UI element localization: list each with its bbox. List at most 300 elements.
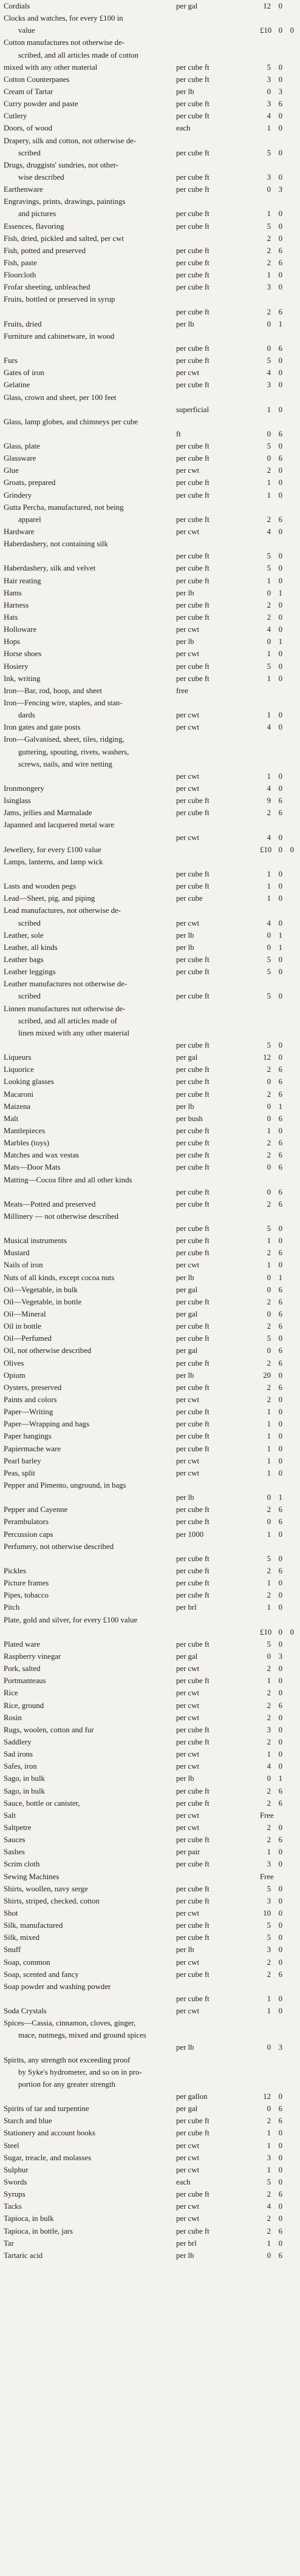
- tariff-row: [0, 428, 300, 440]
- tariff-unit: per cube ft: [176, 882, 210, 891]
- tariff-item: Oil—Vegetable, in bottle: [4, 1297, 82, 1306]
- tariff-item: Spirits, any strength not exceeding proof: [4, 2055, 131, 2064]
- tariff-row: [0, 1369, 300, 1381]
- rate-shillings: 0: [278, 1994, 282, 2003]
- tariff-unit: per cube ft: [176, 613, 210, 622]
- tariff-unit: per cube ft: [176, 955, 210, 964]
- tariff-row: [0, 12, 300, 24]
- tariff-item: Leather, all kinds: [4, 943, 58, 952]
- tariff-row: [0, 1650, 300, 1663]
- tariff-row: [0, 1919, 300, 1931]
- rate-shillings: 0: [278, 1334, 282, 1343]
- tariff-unit: per lb: [176, 930, 194, 940]
- rate-shillings: 0: [278, 1432, 282, 1441]
- rate-major: 1: [267, 124, 271, 133]
- rate-major: 0: [267, 930, 271, 940]
- tariff-item: Oil—Perfumed: [4, 1334, 52, 1343]
- rate-shillings: 0: [278, 1933, 282, 1942]
- rate-shillings: 0: [278, 600, 282, 609]
- rate-shillings: 6: [278, 307, 282, 316]
- tariff-row: [0, 832, 300, 844]
- tariff-row: [0, 1785, 300, 1797]
- tariff-unit: per cube ft: [176, 662, 210, 671]
- rate-major: 2: [267, 1297, 271, 1306]
- tariff-unit: per cube ft: [176, 1126, 210, 1135]
- rate-major: 0: [267, 1163, 271, 1172]
- tariff-item: Mantlepieces: [4, 1126, 46, 1135]
- rate-major: 1: [267, 649, 271, 659]
- tariff-unit: per cube ft: [176, 356, 210, 365]
- rate-shillings: 0: [278, 112, 282, 121]
- rate-shillings: 6: [278, 1090, 282, 1099]
- tariff-item: Rugs, woolen, cotton and fur: [4, 1725, 94, 1734]
- tariff-row: [0, 1406, 300, 1418]
- tariff-row: [0, 1113, 300, 1125]
- rate-shillings: 0: [278, 894, 282, 903]
- rate-shillings: 0: [278, 172, 282, 181]
- tariff-row: [0, 2090, 300, 2103]
- tariff-row: [0, 1528, 300, 1541]
- tariff-item: Soap, scented and fancy: [4, 1970, 79, 1979]
- rate-shillings: 0: [278, 918, 282, 927]
- rate-shillings: 3: [278, 1652, 282, 1661]
- tariff-row: [0, 147, 300, 159]
- rate-major: 1: [267, 1408, 271, 1417]
- tariff-unit: per cube ft: [176, 258, 210, 267]
- tariff-item: Horse shoes: [4, 649, 42, 659]
- tariff-row: [0, 929, 300, 941]
- tariff-item: Rice, ground: [4, 1701, 44, 1710]
- tariff-row: [0, 660, 300, 673]
- tariff-item: Lead—Sheet, pig, and piping: [4, 894, 95, 903]
- rate-major: 5: [267, 1224, 271, 1233]
- rate-shillings: 0: [278, 649, 282, 659]
- tariff-row: [0, 2054, 300, 2066]
- tariff-unit: per cube ft: [176, 478, 210, 487]
- tariff-row: [0, 2041, 300, 2053]
- tariff-item: Glassware: [4, 454, 36, 463]
- tariff-unit: per cwt: [176, 1664, 200, 1673]
- tariff-item: wise described: [18, 172, 64, 181]
- tariff-row: [0, 2005, 300, 2017]
- tariff-item: Peas, split: [4, 1468, 35, 1477]
- tariff-unit: per cwt: [176, 1811, 200, 1820]
- tariff-item: Essences, flavoring: [4, 222, 64, 231]
- tariff-item: Harness: [4, 600, 29, 609]
- rate-major: 4: [267, 833, 271, 842]
- tariff-unit: per cwt: [176, 368, 200, 378]
- tariff-item: Perfumery, not otherwise described: [4, 1542, 114, 1551]
- rate-shillings: 0: [278, 1762, 282, 1771]
- rate-shillings: 6: [278, 2190, 282, 2199]
- rate-major: 2: [267, 1835, 271, 1845]
- tariff-unit: per lb: [176, 2251, 194, 2260]
- rate-major: 2: [267, 1823, 271, 1832]
- rate-major: 0: [267, 454, 271, 463]
- rate-shillings: 6: [278, 1077, 282, 1086]
- rate-major: 5: [267, 662, 271, 671]
- tariff-unit: per cube ft: [176, 307, 210, 316]
- tariff-row: [0, 941, 300, 954]
- rate-major: 2: [267, 1358, 271, 1368]
- rate-major: Free: [260, 1872, 274, 1881]
- rate-major: 1: [267, 1530, 271, 1539]
- tariff-item: Spices—Cassia, cinnamon, cloves, ginger,: [4, 2019, 136, 2028]
- tariff-item: screws, nails, and wire netting: [18, 759, 112, 768]
- tariff-row: [0, 1063, 300, 1076]
- tariff-unit: per cube ft: [176, 564, 210, 573]
- tariff-unit: per cube ft: [176, 1725, 210, 1734]
- rate-major: 4: [267, 1762, 271, 1771]
- tariff-item: Fish, paste: [4, 258, 37, 267]
- rate-shillings: 6: [278, 1322, 282, 1331]
- tariff-item: dards: [18, 711, 35, 720]
- tariff-row: [0, 1467, 300, 1479]
- rate-major: 0: [267, 1346, 271, 1355]
- rate-major: 3: [267, 283, 271, 292]
- tariff-unit: per cwt: [176, 2165, 200, 2174]
- tariff-unit: per lb: [176, 1945, 194, 1954]
- rate-major: 5: [267, 564, 271, 573]
- rate-major: 5: [267, 992, 271, 1001]
- tariff-unit: per cwt: [176, 1456, 200, 1465]
- tariff-item: Shirts, woollen, navy serge: [4, 1884, 88, 1893]
- tariff-row: [0, 1015, 300, 1027]
- rate-major: 2: [267, 1786, 271, 1795]
- tariff-item: Holloware: [4, 625, 37, 634]
- tariff-row: [0, 575, 300, 587]
- rate-shillings: 0: [278, 771, 282, 781]
- tariff-row: [0, 636, 300, 648]
- tariff-row: [0, 1993, 300, 2005]
- rate-shillings: 0: [278, 1236, 282, 1246]
- tariff-row: [0, 2103, 300, 2115]
- tariff-item: Jams, jellies and Marmalade: [4, 808, 92, 818]
- rate-major: £10: [260, 1627, 272, 1636]
- tariff-unit: per cube ft: [176, 209, 210, 219]
- tariff-unit: superficial: [176, 405, 210, 414]
- tariff-row: [0, 1589, 300, 1601]
- rate-major: 0: [267, 1077, 271, 1086]
- tariff-row: [0, 122, 300, 134]
- tariff-item: Liqueurs: [4, 1053, 32, 1062]
- tariff-row: [0, 2188, 300, 2200]
- tariff-item: mixed with any other material: [4, 63, 98, 72]
- tariff-row: [0, 1003, 300, 1015]
- tariff-item: Plate, gold and silver, for every £100 value: [4, 1615, 138, 1624]
- rate-major: 2: [267, 2117, 271, 2126]
- rate-shillings: 0: [278, 1750, 282, 1759]
- rate-shillings: 0: [278, 1579, 282, 1588]
- rate-major: 10: [263, 1908, 271, 1917]
- rate-major: 1: [267, 576, 271, 585]
- tariff-unit: per cube ft: [176, 112, 210, 121]
- tariff-unit: per cube ft: [176, 1933, 210, 1942]
- tariff-row: [0, 1981, 300, 1993]
- rate-major: 2: [267, 307, 271, 316]
- tariff-item: Floorcloth: [4, 271, 36, 280]
- tariff-row: [0, 195, 300, 208]
- tariff-item: Cream of Tartar: [4, 87, 53, 96]
- tariff-unit: per cube ft: [176, 1798, 210, 1808]
- rate-major: 0: [267, 1187, 271, 1196]
- tariff-item: Rice: [4, 1689, 18, 1698]
- tariff-item: Japanned and lacquered metal ware: [4, 821, 114, 830]
- tariff-unit: per cwt: [176, 2202, 200, 2211]
- tariff-item: Pitch: [4, 1603, 20, 1612]
- rate-pence: 0: [290, 1627, 294, 1636]
- tariff-unit: per cube ft: [176, 1408, 210, 1417]
- tariff-row: [0, 1174, 300, 1186]
- rate-major: 1: [267, 1420, 271, 1429]
- tariff-row: [0, 220, 300, 232]
- rate-shillings: 6: [278, 454, 282, 463]
- tariff-unit: per cube ft: [176, 222, 210, 231]
- tariff-row: [0, 1076, 300, 1088]
- tariff-unit: per pair: [176, 1848, 200, 1857]
- tariff-row: [0, 1418, 300, 1430]
- rate-major: 1: [267, 1236, 271, 1246]
- tariff-unit: per lb: [176, 1774, 194, 1783]
- rate-major: 0: [267, 1493, 271, 1502]
- rate-shillings: 0: [278, 381, 282, 390]
- rate-major: 1: [267, 2141, 271, 2150]
- rate-major: £10: [260, 26, 272, 35]
- tariff-unit: per cube ft: [176, 1297, 210, 1306]
- tariff-unit: per cube ft: [176, 1077, 210, 1086]
- tariff-row: [0, 2066, 300, 2078]
- rate-major: 1: [267, 1468, 271, 1477]
- rate-shillings: 0: [278, 1664, 282, 1673]
- tariff-item: Sugar, treacle, and molasses: [4, 2153, 92, 2162]
- tariff-unit: per lb: [176, 588, 194, 597]
- tariff-unit: per brl: [176, 1603, 197, 1612]
- rate-major: 20: [263, 1371, 271, 1380]
- tariff-item: Shirts, striped, checked, cotton: [4, 1896, 100, 1905]
- tariff-row: [0, 416, 300, 428]
- tariff-item: Saddlery: [4, 1737, 32, 1746]
- tariff-item: Pepper and Cayenne: [4, 1505, 68, 1514]
- tariff-unit: per cube ft: [176, 796, 210, 805]
- tariff-row: [0, 98, 300, 110]
- rate-major: 1: [267, 771, 271, 781]
- rate-shillings: 0: [278, 955, 282, 964]
- rate-major: 1: [267, 711, 271, 720]
- tariff-row: [0, 2212, 300, 2225]
- tariff-unit: per cwt: [176, 2141, 200, 2150]
- tariff-item: Earthenware: [4, 185, 43, 194]
- rate-shillings: 0: [278, 1627, 282, 1636]
- rate-major: 9: [267, 796, 271, 805]
- rate-major: 1: [267, 894, 271, 903]
- tariff-row: [0, 1100, 300, 1113]
- tariff-item: Glass, plate: [4, 442, 40, 451]
- tariff-unit: each: [176, 124, 191, 133]
- rate-shillings: 0: [278, 552, 282, 561]
- rate-major: 5: [267, 1884, 271, 1893]
- rate-shillings: 0: [278, 1713, 282, 1722]
- tariff-item: scribed: [18, 918, 41, 927]
- tariff-row: [0, 758, 300, 770]
- rate-major: 2: [267, 1322, 271, 1331]
- rate-shillings: 6: [278, 1114, 282, 1123]
- tariff-unit: per cube ft: [176, 246, 210, 255]
- tariff-unit: per cwt: [176, 723, 200, 732]
- tariff-row: [0, 489, 300, 501]
- tariff-row: [0, 1663, 300, 1675]
- tariff-item: Hops: [4, 637, 21, 646]
- tariff-row: [0, 904, 300, 917]
- tariff-row: [0, 1797, 300, 1809]
- tariff-unit: per cube ft: [176, 1236, 210, 1246]
- rate-major: 2: [267, 1065, 271, 1074]
- rate-major: 2: [267, 2214, 271, 2223]
- rate-shillings: 0: [278, 1945, 282, 1954]
- tariff-row: [0, 269, 300, 281]
- rate-major: 2: [267, 515, 271, 524]
- tariff-unit: per lb: [176, 637, 194, 646]
- rate-shillings: 6: [278, 515, 282, 524]
- tariff-item: Stationery and account books: [4, 2129, 96, 2138]
- tariff-item: Gelatine: [4, 381, 30, 390]
- tariff-unit: per gal: [176, 2104, 198, 2113]
- tariff-unit: per cwt: [176, 1823, 200, 1832]
- tariff-row: [0, 978, 300, 990]
- tariff-row: [0, 1137, 300, 1149]
- tariff-row: [0, 159, 300, 171]
- tariff-row: [0, 1944, 300, 1956]
- rate-shillings: 6: [278, 246, 282, 255]
- rate-major: 3: [267, 1945, 271, 1954]
- tariff-item: Sauce, bottle or canister,: [4, 1798, 80, 1808]
- tariff-item: Meats—Potted and preserved: [4, 1199, 96, 1208]
- tariff-item: Maizena: [4, 1102, 31, 1111]
- tariff-unit: per cube ft: [176, 1151, 210, 1160]
- tariff-unit: per cube ft: [176, 1090, 210, 1099]
- tariff-item: Starch and blue: [4, 2117, 52, 2126]
- tariff-item: Iron gates and gate posts: [4, 723, 81, 732]
- rate-major: 5: [267, 148, 271, 157]
- tariff-item: and pictures: [18, 209, 56, 219]
- rate-shillings: 6: [278, 1199, 282, 1208]
- tariff-unit: per cwt: [176, 2007, 200, 2016]
- rate-shillings: 1: [278, 1774, 282, 1783]
- tariff-item: Fruits, bottled or preserved in syrup: [4, 295, 115, 304]
- tariff-row: [0, 293, 300, 305]
- tariff-row: [0, 1687, 300, 1699]
- rate-shillings: 0: [278, 209, 282, 219]
- tariff-row: [0, 257, 300, 269]
- tariff-item: Cordials: [4, 2, 30, 10]
- tariff-unit: per cube ft: [176, 674, 210, 683]
- rate-shillings: 6: [278, 2104, 282, 2113]
- tariff-item: Sulphur: [4, 2165, 29, 2174]
- rate-shillings: 0: [278, 1371, 282, 1380]
- tariff-unit: per cwt: [176, 649, 200, 659]
- tariff-unit: per cwt: [176, 1908, 200, 1917]
- rate-shillings: 6: [278, 1517, 282, 1527]
- tariff-unit: per cube ft: [176, 1065, 210, 1074]
- tariff-item: Swords: [4, 2178, 27, 2187]
- tariff-unit: per cube ft: [176, 283, 210, 292]
- tariff-row: [0, 452, 300, 464]
- rate-major: 2: [267, 1957, 271, 1967]
- tariff-unit: per cube ft: [176, 1567, 210, 1575]
- tariff-item: Olives: [4, 1358, 24, 1368]
- rate-shillings: 0: [278, 992, 282, 1001]
- rate-shillings: 0: [278, 1957, 282, 1967]
- rate-shillings: 0: [278, 1040, 282, 1049]
- rate-major: 1: [267, 209, 271, 219]
- rate-major: 2: [267, 1591, 271, 1600]
- tariff-item: Hosiery: [4, 662, 29, 671]
- tariff-row: [0, 514, 300, 526]
- rate-major: 0: [267, 185, 271, 194]
- rate-shillings: 0: [278, 356, 282, 365]
- tariff-item: linen mixed with any other material: [18, 1028, 130, 1037]
- tariff-row: [0, 2127, 300, 2139]
- tariff-item: Plated ware: [4, 1639, 41, 1649]
- tariff-item: Snuff: [4, 1945, 21, 1954]
- tariff-unit: per brl: [176, 2239, 197, 2248]
- rate-major: 5: [267, 1554, 271, 1563]
- rate-major: 1: [267, 1676, 271, 1686]
- rate-shillings: 0: [278, 1408, 282, 1417]
- rate-major: 1: [267, 2129, 271, 2138]
- tariff-item: Gates of iron: [4, 368, 44, 378]
- tariff-unit: per cwt: [176, 1713, 200, 1722]
- tariff-row: [0, 1357, 300, 1369]
- tariff-item: Drapery, silk and cotton, not otherwise de-: [4, 136, 137, 145]
- tariff-item: Gutta Percha, manufactured, not being: [4, 503, 124, 512]
- tariff-item: Leather, sole: [4, 930, 44, 940]
- tariff-row: [0, 587, 300, 599]
- tariff-row: [0, 1394, 300, 1406]
- tariff-row: [0, 966, 300, 978]
- tariff-row: [0, 1430, 300, 1442]
- rate-shillings: 6: [278, 1249, 282, 1258]
- tariff-item: Musical instruments: [4, 1236, 67, 1246]
- rate-shillings: 6: [278, 1310, 282, 1319]
- rate-major: 0: [267, 1774, 271, 1783]
- rate-major: 5: [267, 1639, 271, 1649]
- rate-shillings: 0: [278, 564, 282, 573]
- rate-major: Free: [260, 1811, 274, 1820]
- tariff-unit: per cwt: [176, 1395, 200, 1405]
- tariff-row: [0, 1809, 300, 1822]
- tariff-item: Oil—Mineral: [4, 1310, 46, 1319]
- rate-major: 5: [267, 2178, 271, 2187]
- rate-major: 2: [267, 1090, 271, 1099]
- tariff-row: [0, 2237, 300, 2249]
- rate-major: 2: [267, 246, 271, 255]
- rate-shillings: 0: [278, 674, 282, 683]
- rate-shillings: 0: [278, 368, 282, 378]
- tariff-row: [0, 1871, 300, 1883]
- rate-shillings: 0: [278, 1444, 282, 1453]
- rate-shillings: 0: [278, 662, 282, 671]
- tariff-row: [0, 73, 300, 86]
- tariff-unit: per cube ft: [176, 1322, 210, 1331]
- rate-shillings: 0: [278, 2239, 282, 2248]
- tariff-row: [0, 550, 300, 562]
- tariff-item: Oil, not otherwise described: [4, 1346, 92, 1355]
- tariff-item: Soap, common: [4, 1957, 50, 1967]
- tariff-row: [0, 1931, 300, 1944]
- tariff-item: Furs: [4, 356, 18, 365]
- tariff-row: [0, 1259, 300, 1271]
- rate-major: 1: [267, 2239, 271, 2248]
